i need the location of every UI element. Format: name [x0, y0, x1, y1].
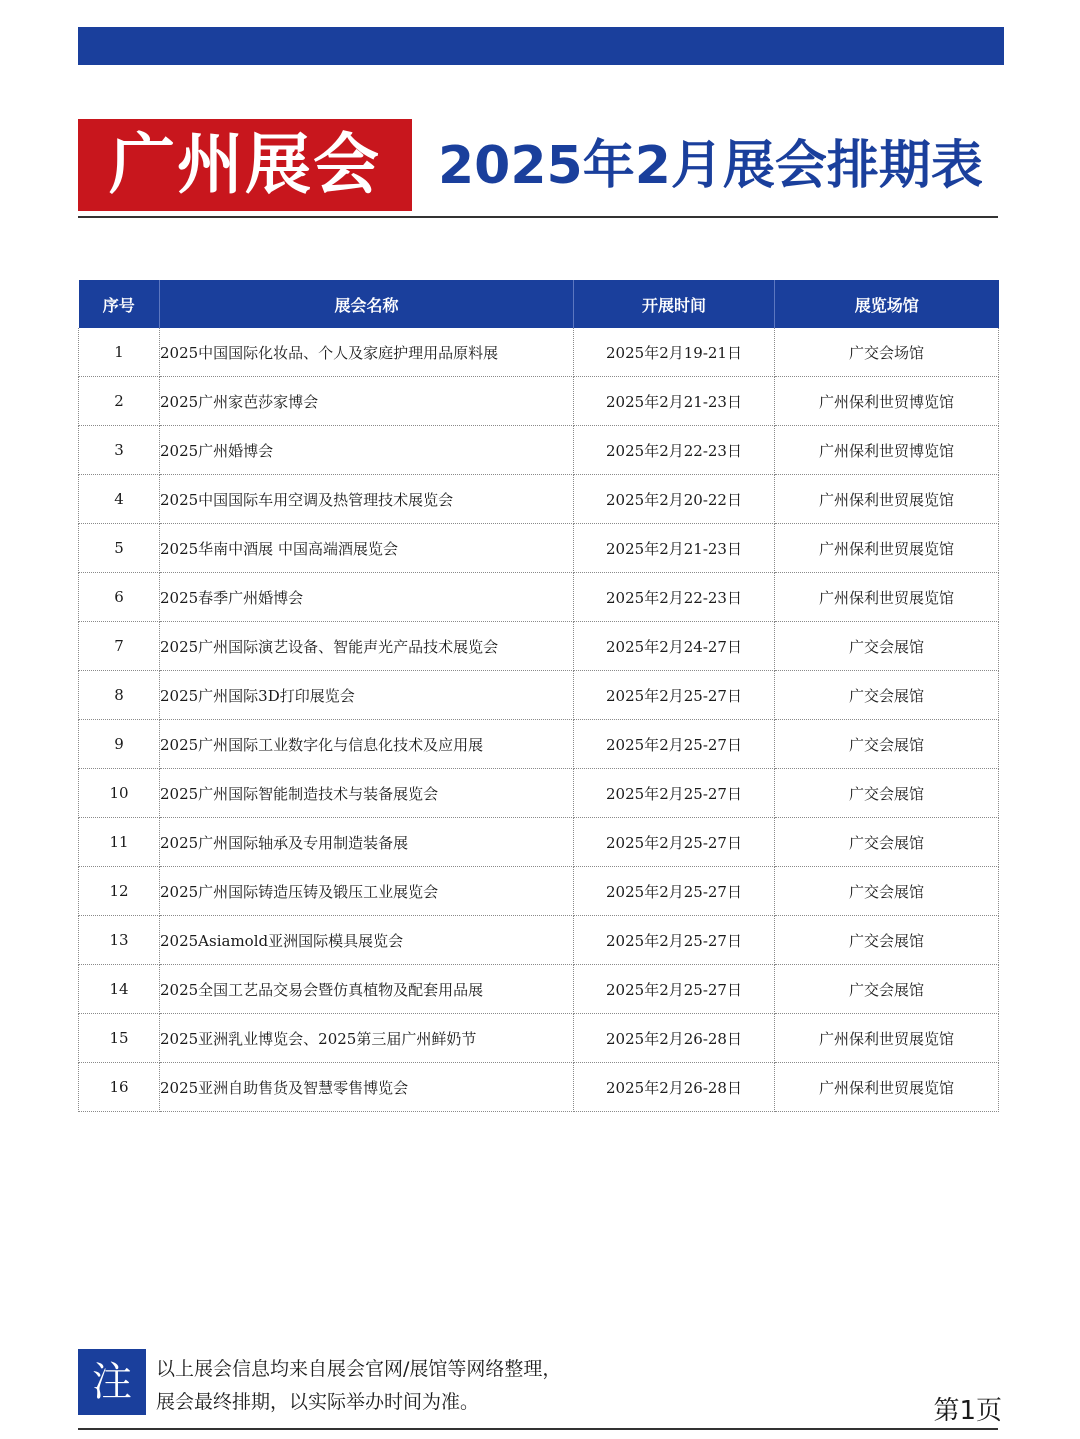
row-number: 7: [79, 622, 160, 671]
row-number: 9: [79, 720, 160, 769]
exhibition-date: 2025年2月26-28日: [574, 1014, 775, 1063]
table-row: [79, 1063, 999, 1112]
exhibition-name: 2025广州国际3D打印展览会: [160, 671, 574, 720]
row-number: 13: [79, 916, 160, 965]
exhibition-name: 2025全国工艺品交易会暨仿真植物及配套用品展: [160, 965, 574, 1014]
exhibition-venue: 广交会展馆: [775, 671, 999, 720]
exhibition-name: 2025广州家芭莎家博会: [160, 377, 574, 426]
row-number: 10: [79, 769, 160, 818]
exhibition-name: 2025亚洲自助售货及智慧零售博览会: [160, 1063, 574, 1112]
exhibition-name: 2025亚洲乳业博览会、2025第三届广州鲜奶节: [160, 1014, 574, 1063]
note-text: [156, 1353, 856, 1419]
exhibition-date: 2025年2月25-27日: [574, 769, 775, 818]
row-number: 16: [79, 1063, 160, 1112]
exhibition-name: 2025广州婚博会: [160, 426, 574, 475]
exhibition-date: 2025年2月26-28日: [574, 1063, 775, 1112]
exhibition-venue: 广交会展馆: [775, 769, 999, 818]
row-number: 1: [79, 328, 160, 377]
table-row: [79, 475, 999, 524]
brand-label: 广州展会: [78, 119, 412, 211]
row-number: 15: [79, 1014, 160, 1063]
row-number: 5: [79, 524, 160, 573]
exhibition-venue: 广州保利世贸展览馆: [775, 1014, 999, 1063]
page-title: 2025年2月展会排期表: [438, 136, 983, 196]
exhibition-venue: 广交会展馆: [775, 622, 999, 671]
exhibition-venue: 广州保利世贸博览馆: [775, 377, 999, 426]
note-label: 注: [78, 1349, 146, 1415]
table-header-row: [79, 280, 999, 328]
exhibition-date: 2025年2月19-21日: [574, 328, 775, 377]
table-row: [79, 426, 999, 475]
note-line: 展会最终排期，以实际举办时间为准。: [156, 1391, 480, 1413]
exhibition-name: 2025广州国际演艺设备、智能声光产品技术展览会: [160, 622, 574, 671]
exhibition-venue: 广交会展馆: [775, 720, 999, 769]
row-number: 2: [79, 377, 160, 426]
exhibition-name: 2025广州国际智能制造技术与装备展览会: [160, 769, 574, 818]
exhibition-venue: 广州保利世贸展览馆: [775, 1063, 999, 1112]
exhibition-date: 2025年2月25-27日: [574, 671, 775, 720]
exhibition-name: 2025中国国际车用空调及热管理技术展览会: [160, 475, 574, 524]
table-row: [79, 524, 999, 573]
column-header-name: 展会名称: [160, 280, 574, 328]
exhibition-venue: 广州保利世贸展览馆: [775, 573, 999, 622]
note-line: 以上展会信息均来自展会官网/展馆等网络整理，: [156, 1358, 562, 1380]
table-row: [79, 573, 999, 622]
exhibition-venue: 广交会展馆: [775, 867, 999, 916]
exhibition-venue: 广州保利世贸展览馆: [775, 475, 999, 524]
exhibition-date: 2025年2月25-27日: [574, 916, 775, 965]
exhibition-venue: 广交会展馆: [775, 916, 999, 965]
exhibition-date: 2025年2月25-27日: [574, 867, 775, 916]
table-row: [79, 769, 999, 818]
exhibition-date: 2025年2月20-22日: [574, 475, 775, 524]
exhibition-date: 2025年2月21-23日: [574, 377, 775, 426]
exhibition-date: 2025年2月21-23日: [574, 524, 775, 573]
table-row: [79, 377, 999, 426]
table-body: [79, 328, 999, 1112]
exhibition-name: 2025中国国际化妆品、个人及家庭护理用品原料展: [160, 328, 574, 377]
exhibition-venue: 广州保利世贸博览馆: [775, 426, 999, 475]
row-number: 14: [79, 965, 160, 1014]
bottom-divider: [78, 1428, 998, 1430]
exhibition-date: 2025年2月25-27日: [574, 965, 775, 1014]
table-row: [79, 818, 999, 867]
table-row: [79, 720, 999, 769]
exhibition-venue: 广交会场馆: [775, 328, 999, 377]
exhibition-date: 2025年2月24-27日: [574, 622, 775, 671]
column-header-number: 序号: [79, 280, 160, 328]
table-row: [79, 328, 999, 377]
column-header-date: 开展时间: [574, 280, 775, 328]
row-number: 12: [79, 867, 160, 916]
exhibition-date: 2025年2月22-23日: [574, 426, 775, 475]
table-row: [79, 867, 999, 916]
table-row: [79, 622, 999, 671]
row-number: 8: [79, 671, 160, 720]
exhibition-name: 2025广州国际轴承及专用制造装备展: [160, 818, 574, 867]
exhibition-name: 2025Asiamold亚洲国际模具展览会: [160, 916, 574, 965]
row-number: 11: [79, 818, 160, 867]
exhibition-name: 2025春季广州婚博会: [160, 573, 574, 622]
exhibition-venue: 广州保利世贸展览馆: [775, 524, 999, 573]
row-number: 4: [79, 475, 160, 524]
table-row: [79, 1014, 999, 1063]
column-header-venue: 展览场馆: [775, 280, 999, 328]
row-number: 6: [79, 573, 160, 622]
exhibition-name: 2025华南中酒展 中国高端酒展览会: [160, 524, 574, 573]
exhibition-date: 2025年2月22-23日: [574, 573, 775, 622]
exhibition-date: 2025年2月25-27日: [574, 720, 775, 769]
table-row: [79, 671, 999, 720]
exhibition-name: 2025广州国际铸造压铸及锻压工业展览会: [160, 867, 574, 916]
table-row: [79, 916, 999, 965]
row-number: 3: [79, 426, 160, 475]
table-row: [79, 965, 999, 1014]
exhibition-venue: 广交会展馆: [775, 965, 999, 1014]
exhibition-name: 2025广州国际工业数字化与信息化技术及应用展: [160, 720, 574, 769]
exhibition-date: 2025年2月25-27日: [574, 818, 775, 867]
exhibition-schedule-table: [78, 280, 999, 1112]
top-banner-bar: [78, 27, 1004, 65]
title-divider: [78, 216, 998, 218]
exhibition-venue: 广交会展馆: [775, 818, 999, 867]
page-number: 第1页: [933, 1396, 1002, 1426]
